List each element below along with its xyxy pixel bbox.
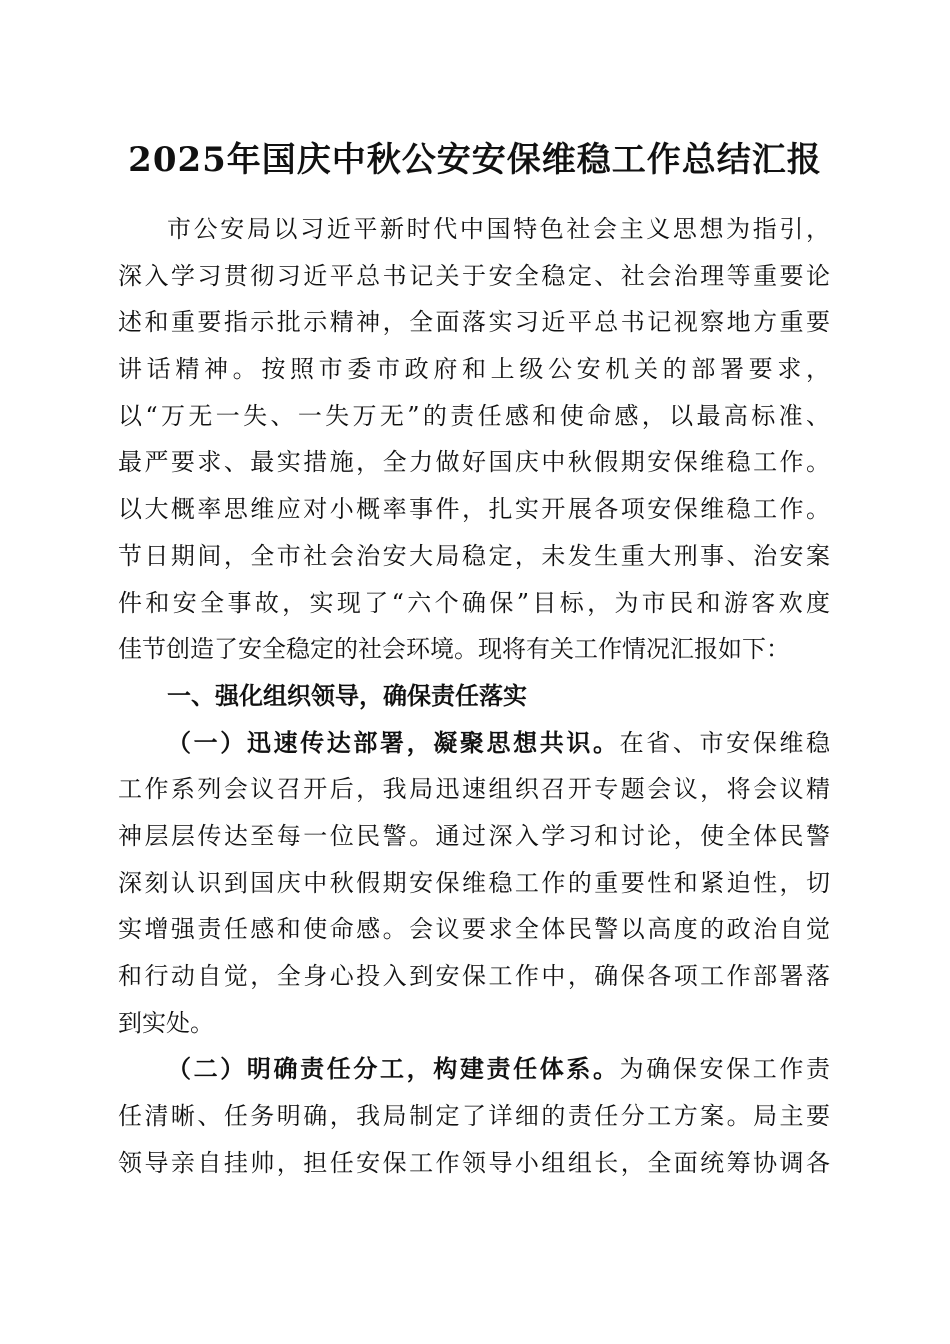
intro-line: 以“万无一失、一失万无”的责任感和使命感，以最高标准、: [118, 401, 830, 430]
subsection-1-line: 到实处。: [118, 1008, 214, 1037]
subsection-1-line: 和行动自觉，全身心投入到安保工作中，确保各项工作部署落: [118, 962, 830, 990]
document-body: [118, 206, 830, 1186]
intro-line: 最严要求、最实措施，全力做好国庆中秋假期安保维稳工作。: [118, 448, 830, 477]
intro-line: 深入学习贯彻习近平总书记关于安全稳定、社会治理等重要论: [118, 261, 830, 290]
intro-line: 市公安局以习近平新时代中国特色社会主义思想为指引，: [167, 215, 830, 243]
subsection-1-line: 深刻认识到国庆中秋假期安保维稳工作的重要性和紧迫性，切: [118, 868, 830, 897]
document-title: 2025年国庆中秋公安安保维稳工作总结汇报: [128, 140, 822, 180]
subsection-1-first-rest: 在省、市安保维稳: [619, 728, 830, 757]
subsection-2-lead: （二）明确责任分工，构建责任体系。: [167, 1054, 620, 1084]
intro-line: 节日期间，全市社会治安大局稳定，未发生重大刑事、治安案: [118, 541, 830, 570]
intro-line: 讲话精神。按照市委市政府和上级公安机关的部署要求，: [118, 355, 830, 384]
intro-line: 件和安全事故，实现了“六个确保”目标，为市民和游客欢度: [118, 588, 830, 617]
subsection-2-line: 领导亲自挂帅，担任安保工作领导小组组长，全面统筹协调各: [118, 1148, 830, 1177]
subsection-2-first-line: [118, 1046, 830, 1093]
subsection-1-first-line: [118, 720, 830, 767]
subsection-2-first-rest: 为确保安保工作责: [619, 1055, 830, 1084]
subsection-2-line: 任清晰、任务明确，我局制定了详细的责任分工方案。局主要: [118, 1102, 830, 1131]
subsection-1-line: 工作系列会议召开后，我局迅速组织召开专题会议，将会议精: [118, 775, 830, 804]
subsection-1-line: 神层层传达至每一位民警。通过深入学习和讨论，使全体民警: [118, 821, 830, 850]
intro-line: 佳节创造了安全稳定的社会环境。现将有关工作情况汇报如下：: [118, 635, 790, 664]
subsection-1-line: 实增强责任感和使命感。会议要求全体民警以高度的政治自觉: [118, 915, 830, 944]
intro-line: 述和重要指示批示精神，全面落实习近平总书记视察地方重要: [118, 308, 830, 337]
section-heading: 一、强化组织领导，确保责任落实: [167, 681, 527, 710]
subsection-1-lead: （一）迅速传达部署，凝聚思想共识。: [167, 727, 620, 757]
intro-line: 以大概率思维应对小概率事件，扎实开展各项安保维稳工作。: [118, 495, 830, 524]
